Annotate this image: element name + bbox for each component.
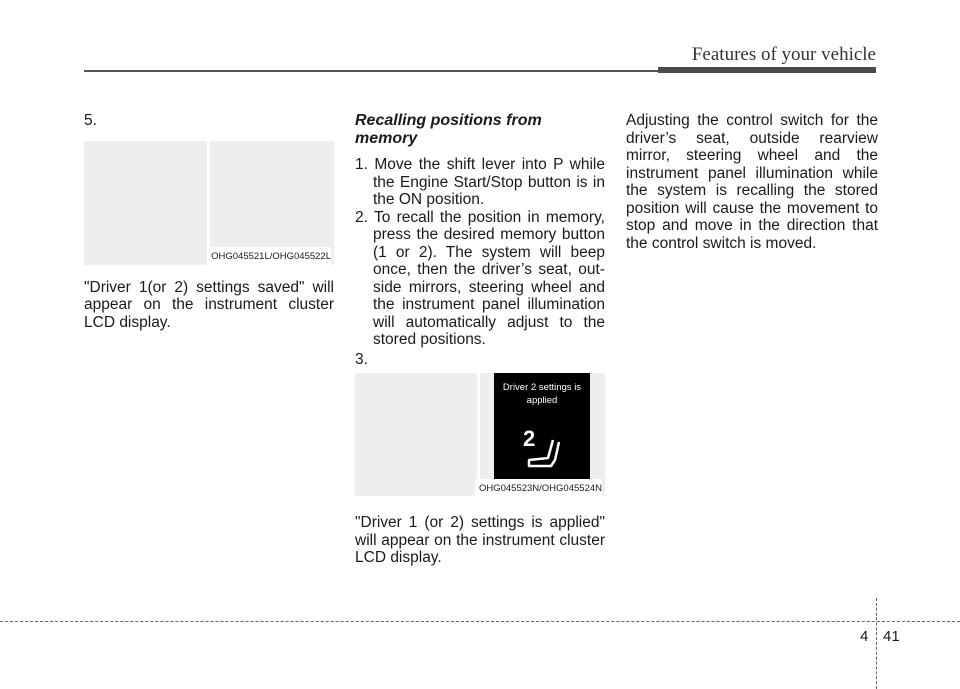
page-number: 41 (883, 628, 900, 645)
recall-steps-list (355, 156, 605, 349)
figure-settings-applied (355, 373, 605, 496)
step-3-label: 3. (355, 350, 368, 368)
saved-message-text: "Driver 1(or 2) settings saved" will appear on the instrument cluster LCD display. (84, 278, 334, 331)
column-left (84, 112, 334, 331)
list-item: 2. To recall the position in memory, press the desired memory button (1 or 2). The system will beep once, then the driver’s seat, out-side mirrors, steering wheel and the instrument panel illumination will automatically adjust to the stored positions. (355, 208, 605, 348)
header-rule-accent (658, 67, 876, 73)
list-item: 1. Move the shift lever into P while the Engine Start/Stop button is in the ON position. (355, 156, 605, 208)
step-5-label: 5. (84, 112, 97, 129)
applied-message-text: "Driver 1 (or 2) settings is applied" will appear on the instrument cluster LCD display. (355, 514, 605, 566)
column-right (626, 112, 878, 252)
figure-save-settings (84, 141, 334, 265)
screen-message-line1: Driver 2 settings is (502, 382, 582, 393)
figure-caption: OHG045521L/OHG045522L (207, 247, 331, 266)
chapter-number: 4 (860, 628, 869, 645)
control-switch-note: Adjusting the control switch for the driver’s seat, outside rearview mirror, steering wheel and the instrument panel illumination while the system is recalling the stored position will cause the movement to stop and move in the direction that the control switch is moved. (626, 112, 878, 252)
column-middle (355, 112, 605, 567)
screen-message-line2: applied (526, 395, 558, 406)
figure-caption: OHG045523N/OHG045524N (475, 479, 602, 498)
cluster-lcd-screen (494, 373, 590, 485)
seat-memory-number: 2 (523, 428, 536, 451)
footer-rule (0, 621, 960, 622)
section-heading: Recalling positions from memory (355, 112, 542, 147)
driver-seat-memory-icon (521, 428, 565, 472)
figure-divider (207, 141, 210, 265)
footer-divider (876, 598, 877, 689)
header-title: Features of your vehicle (691, 44, 876, 65)
